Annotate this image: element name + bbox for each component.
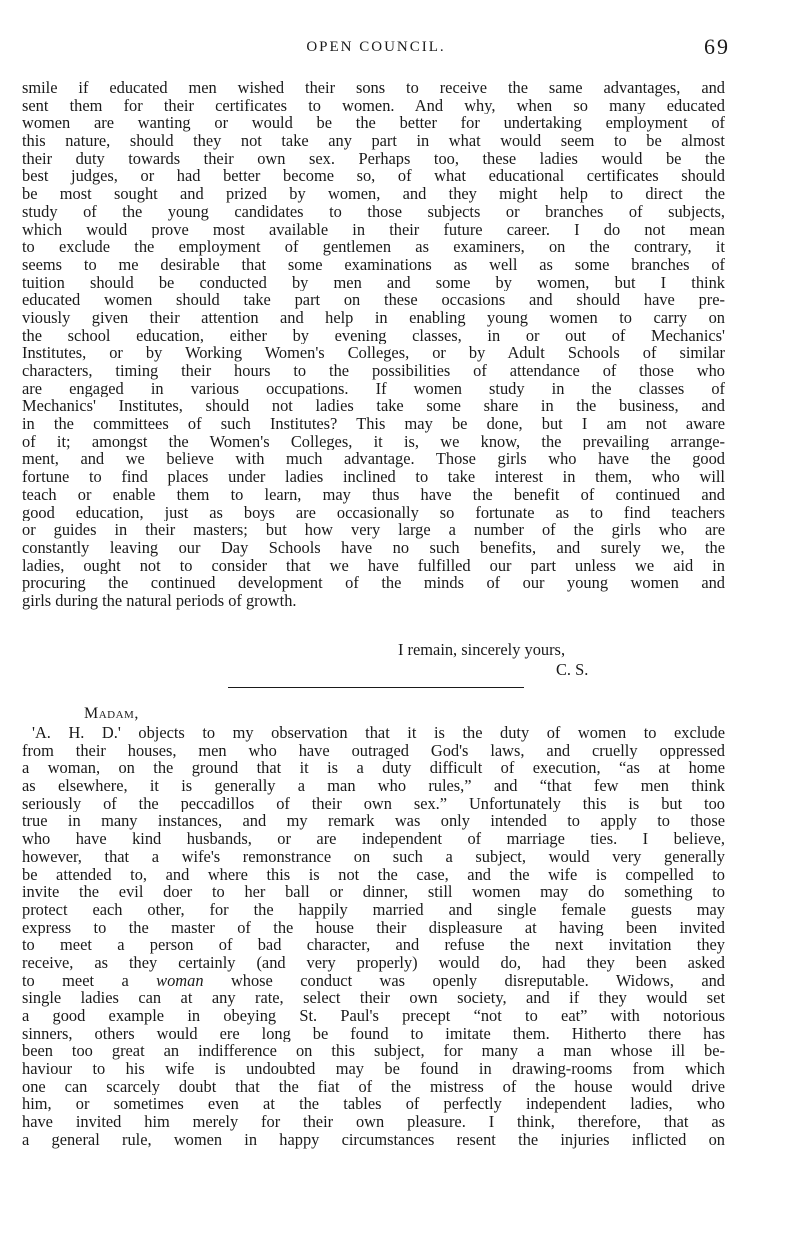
closing-line: I remain, sincerely yours, [398,640,566,659]
text-line: good education, just as boys are occasionally so fortunate as to find teachers [22,503,725,522]
text-fragment: to meet a [22,971,157,990]
text-line: 'A. H. D.' objects to my observation that it is the duty of women to exclude [32,724,725,742]
text-line: best judges, or had better become so, of what educational certificates should [22,167,725,186]
text-line: to exclude the employment of gentlemen as examiners, on the contrary, it [22,238,725,256]
text-line: the school education, either by evening classes, in or out of Mechanics' [22,326,725,345]
text-line: sent them for their certificates to women. And why, when so many educated [22,96,725,115]
text-line: from their houses, men who have outraged God's laws, and cruelly oppressed [22,741,725,760]
signature: C. S. [556,660,589,679]
text-line: seriously of the peccadillos of their own sex.” Unfortunately this is but too [22,794,725,813]
text-line: be attended to, and where this is not the case, and the wife is compelled to [22,865,725,884]
text-line: receive, as they certainly (and very properly) would do, had they been asked [22,953,725,972]
text-line: girls during the natural periods of growth. [22,591,297,610]
text-line: single ladies can at any rate, select their own society, and if they would set [22,989,725,1007]
text-line: been too great an indifference on this subject, for many a man whose ill be- [22,1042,725,1061]
text-line: viously given their attention and help in enabling young women to carry on [22,308,725,327]
page-number: 69 [704,34,730,59]
text-line: invite the evil doer to her ball or dinner, still women may do something to [22,883,725,901]
text-line: protect each other, for the happily married and single female guests may [22,900,725,919]
text-line: tuition should be conducted by men and some by women, but I think [22,273,725,292]
text-line: in the committees of such Institutes? This may be done, but I am not aware [22,415,725,433]
text-line: sinners, others would ere long be found to imitate them. Hitherto there has [22,1024,725,1043]
text-line: fortune to find places under ladies inclined to take interest in them, who will [22,468,725,486]
text-line: ment, and we believe with much advantage. Those girls who have the good [22,450,725,469]
text-line: express to the master of the house their displeasure at having been invited [22,918,725,937]
text-line: constantly leaving our Day Schools have no such benefits, and surely we, the [22,538,725,557]
text-line: a woman, on the ground that it is a duty difficult of execution, “as at home [22,759,725,778]
letter-2-body [22,724,725,1149]
text-line: one can scarcely doubt that the fiat of the mistress of the house would drive [22,1077,725,1096]
emphasis-word: woman [156,971,204,990]
running-head [22,36,730,60]
text-line: be most sought and prized by women, and they might help to direct the [22,185,725,203]
text-fragment: whose conduct was openly disreputable. Widows, and [203,971,725,990]
text-line: teach or enable them to learn, may thus have the benefit of continued and [22,485,725,504]
text-line: women are wanting or would be the better for undertaking employment of [22,114,725,133]
text-line: seems to me desirable that some examinations as well as some branches of [22,255,725,274]
text-line: as elsewhere, it is generally a man who rules,” and “that few men think [22,777,725,795]
text-line: him, or sometimes even at the tables of perfectly independent ladies, who [22,1095,725,1114]
text-line: who have kind husbands, or are independent of marriage ties. I believe, [22,830,725,848]
text-line: a good example in obeying St. Paul's precept “not to eat” with notorious [22,1007,725,1025]
text-line-emphasis [22,972,725,990]
text-line: this nature, should they not take any part in what would seem to be almost [22,132,725,150]
text-line: procuring the continued development of the minds of our young women and [22,574,725,592]
letter-1-body [22,79,725,610]
text-line: characters, timing their hours to the possibilities of attendance of those who [22,362,725,380]
text-line: their duty towards their own sex. Perhaps too, these ladies would be the [22,149,725,168]
text-line: smile if educated men wished their sons to receive the same advantages, and [22,79,725,97]
text-line: Institutes, or by Working Women's Colleges, or by Adult Schools of similar [22,344,725,362]
text-line: a general rule, women in happy circumstances resent the injuries inflicted on [22,1130,725,1149]
salutation: Madam, [84,705,139,722]
text-line: study of the young candidates to those subjects or branches of subjects, [22,202,725,221]
text-line: Mechanics' Institutes, should not ladies take some share in the business, and [22,397,725,416]
text-line: have invited him merely for their own pleasure. I think, therefore, that as [22,1113,725,1131]
text-line: or guides in their masters; but how very large a number of the girls who are [22,521,725,539]
text-line: to meet a person of bad character, and refuse the next invitation they [22,936,725,954]
running-title: OPEN COUNCIL. [306,39,446,55]
text-line: however, that a wife's remonstrance on such a subject, would very generally [22,847,725,866]
text-line: which would prove most available in their future career. I do not mean [22,220,725,239]
text-line: ladies, ought not to consider that we have fulfilled our part unless we aid in [22,556,725,575]
section-divider [228,687,524,688]
text-line: haviour to his wife is undoubted may be found in drawing-rooms from which [22,1060,725,1078]
text-line: are engaged in various occupations. If women study in the classes of [22,379,725,398]
text-line: true in many instances, and my remark was only intended to apply to those [22,812,725,831]
text-line: educated women should take part on these occasions and should have pre- [22,291,725,309]
text-line: of it; amongst the Women's Colleges, it is, we know, the prevailing arrange- [22,432,725,451]
